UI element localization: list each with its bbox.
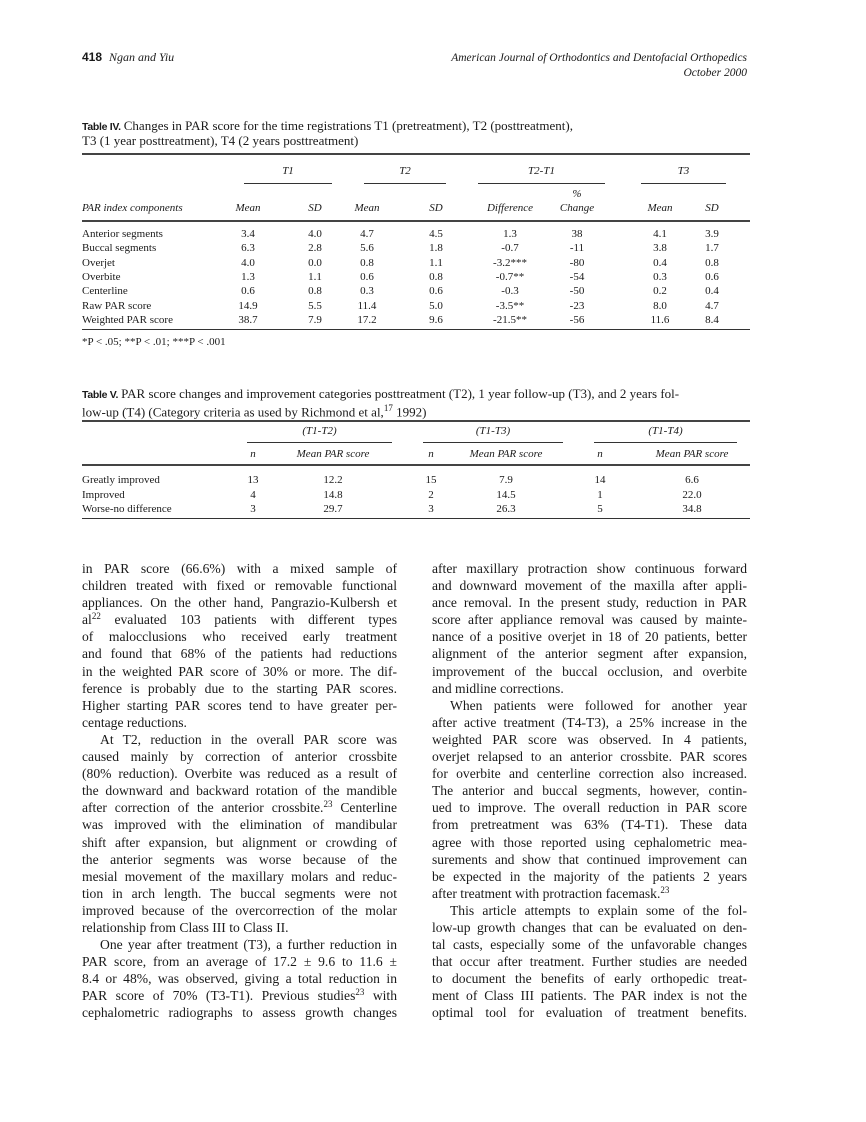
body-text-line: surements and show that continued improvement can xyxy=(432,851,747,867)
body-text-line: This article attempts to explain some of the fol- xyxy=(450,902,747,918)
table4-cell: -80 xyxy=(569,256,585,269)
table5-caption-ref: 17 xyxy=(383,403,393,413)
body-right-column xyxy=(432,560,747,1022)
body-text-line: PAR score, from an average of 17.2 ± 9.6 to 11.6 ± xyxy=(82,954,397,970)
body-text-line: nance of a positive overjet in 18 of 20 patients, better xyxy=(432,629,747,645)
table4-cell: 0.6 xyxy=(705,270,719,283)
table4-row-label: Anterior segments xyxy=(82,228,163,240)
table4-cell: 1.3 xyxy=(503,228,517,240)
table4-cell: 11.6 xyxy=(650,313,670,326)
table4-cell: 0.6 xyxy=(241,285,255,298)
table4-column-header: SD xyxy=(429,202,443,214)
table4-cell: 0.4 xyxy=(653,256,667,269)
journal-title: American Journal of Orthodontics and Dentofacial Orthopedics xyxy=(451,52,747,64)
table4-cell: 1.3 xyxy=(241,270,255,283)
table5-header-rule xyxy=(82,464,750,466)
body-text-line: and found that 68% of the patients had reductions xyxy=(82,646,397,662)
body-text-line: in PAR score (66.6%) with a mixed sample of xyxy=(82,561,397,576)
running-header-right xyxy=(451,51,747,81)
table4-group-underline xyxy=(244,183,332,184)
table4-group-underline xyxy=(364,183,446,184)
table4-row-label: Buccal segments xyxy=(82,242,157,255)
table5-group-underline xyxy=(594,442,737,443)
body-text-line: One year after treatment (T3), a further reduction in xyxy=(100,937,397,953)
table4-column-header: PAR index components xyxy=(82,202,183,214)
table5-column-header: n xyxy=(597,448,603,460)
table4-caption xyxy=(82,119,752,147)
body-text-line: ference is probably due to the starting PAR scores. xyxy=(82,680,397,696)
table4-column-header: % xyxy=(572,188,582,200)
citation-superscript: 22 xyxy=(91,611,101,622)
body-text-line: agree with those reported using cephalometric mea- xyxy=(432,834,747,850)
table4-cell: 17.2 xyxy=(357,313,377,326)
table5-row-label: Greatly improved xyxy=(82,474,160,486)
table4-column-header: Change xyxy=(559,202,595,214)
table5-bottom-rule xyxy=(82,518,750,519)
table5-group-header: (T1-T2) xyxy=(302,425,337,437)
body-text-line: improvement of the buccal occlusion, and overbite xyxy=(432,663,747,679)
table5-cell: 22.0 xyxy=(682,488,702,501)
body-text-line: (80% reduction). Overbite was reduced as a result of xyxy=(82,766,397,782)
table5-group-underline xyxy=(247,442,392,443)
table4-group-header: T1 xyxy=(282,165,294,177)
table4-column-header: Mean xyxy=(647,202,673,214)
table4-label: Table IV. xyxy=(82,121,121,133)
table4-cell: 38.7 xyxy=(238,313,258,326)
body-text-line: 8.4 or 48%, was observed, giving a total reduction in xyxy=(82,971,397,987)
table5-cell: 6.6 xyxy=(685,474,699,486)
table5-cell: 1 xyxy=(597,488,603,501)
table4-caption-line2: T3 (1 year posttreatment), T4 (2 years posttreatment) xyxy=(82,133,359,148)
table5-cell: 26.3 xyxy=(496,503,516,516)
body-text-line: Higher starting PAR scores tend to have greater per- xyxy=(82,697,397,713)
table5-group-header: (T1-T4) xyxy=(648,425,683,437)
body-text-line: after maxillary protraction show continuous forward xyxy=(432,561,747,576)
table5-caption xyxy=(82,387,752,418)
body-text-line: shift after expansion, but alignment or crowding of xyxy=(82,834,397,850)
body-text-line: optimal tool for evaluation of treatment benefits. xyxy=(432,1005,747,1021)
table5-caption-line1: PAR score changes and improvement categories posttreatment (T2), 1 year follow-up (T3), and 2 years fol- xyxy=(121,386,680,401)
table4-cell: 9.6 xyxy=(429,313,443,326)
body-text-line: mesial movement of the maxillary molars and reduc- xyxy=(82,868,397,884)
table4-group-header: T2-T1 xyxy=(528,165,555,177)
body-text-line: PAR score of 70% (T3-T1). Previous studies$^{23}$ with xyxy=(82,987,397,1004)
body-text-line: $al^{22}$ evaluated 103 patients with different types xyxy=(82,611,397,628)
table4-row-label: Overjet xyxy=(82,256,115,269)
table4-group-header: T3 xyxy=(677,165,690,177)
table4-cell: 4.0 xyxy=(241,256,255,269)
table5-column-header: n xyxy=(250,448,256,460)
body-text-line: to document the benefits of early orthopedic treat- xyxy=(432,971,747,987)
body-text-line: alignment of the anterior segment after expansion, xyxy=(432,646,747,662)
table4-cell: 0.3 xyxy=(360,285,374,298)
table4-cell: 3.8 xyxy=(653,242,667,255)
body-text-line: was improved with the elimination of mandibular xyxy=(82,817,397,833)
body-text-line: after active treatment (T4-T3), a 25% increase in the xyxy=(432,714,747,730)
table4-caption-line1: Changes in PAR score for the time registrations T1 (pretreatment), T2 (posttreatment), xyxy=(123,118,573,133)
table5-cell: 5 xyxy=(597,503,603,516)
table4-top-rule xyxy=(82,153,750,155)
table4-cell: 1.7 xyxy=(705,242,719,255)
table5-cell: 29.7 xyxy=(323,503,343,516)
table4-cell: 14.9 xyxy=(238,299,258,312)
body-text-line: cephalometric radiographs to assess growth changes xyxy=(82,1005,397,1021)
body-text-line: score after appliance removal was caused by mainte- xyxy=(432,612,747,628)
table4-cell: 4.7 xyxy=(705,299,719,312)
body-text-line: of malocclusions who received early treatment xyxy=(82,629,397,645)
table4-cell: -54 xyxy=(569,270,585,283)
table5-cell: 3 xyxy=(250,503,256,516)
table5-row-label: Worse-no difference xyxy=(82,503,172,516)
authors: Ngan and Yiu xyxy=(109,50,175,64)
table5-cell: 15 xyxy=(425,474,437,486)
table4-cell: 3.4 xyxy=(241,228,255,240)
table4-group-underline xyxy=(641,183,726,184)
table5-group-underline xyxy=(423,442,563,443)
body-text-line: and midline corrections. xyxy=(432,680,564,696)
table4-cell: 8.0 xyxy=(653,299,667,312)
table5-column-header: n xyxy=(428,448,434,460)
table4-cell: 0.6 xyxy=(429,285,443,298)
issue-date: October 2000 xyxy=(683,67,747,79)
body-text-line: after correction of the anterior crossbite.$^{23}$ Centerline xyxy=(82,799,397,816)
table4-cell: -3.5** xyxy=(495,299,525,312)
page-number: 418 xyxy=(82,50,103,64)
table4-cell: 1.1 xyxy=(429,256,443,269)
table4-cell: 0.4 xyxy=(705,285,719,298)
body-left-column xyxy=(82,560,397,1022)
table5-cell: 13 xyxy=(247,474,259,486)
table5-column-header: Mean PAR score xyxy=(296,448,370,460)
body-text-line: and downward movement of the maxilla after appli- xyxy=(432,578,747,594)
table5-caption-line2: low-up (T4) (Category criteria as used by Richmond et al, xyxy=(82,404,384,420)
table5-top-rule xyxy=(82,420,750,422)
table4-column-header: Mean xyxy=(235,202,261,214)
body-text-line: tion in arch length. The buccal segments were not xyxy=(82,885,397,901)
table4-cell: 0.2 xyxy=(653,285,667,298)
table4-cell: 0.8 xyxy=(705,256,719,269)
table5-column-header: Mean PAR score xyxy=(655,448,729,460)
table4-cell: 7.9 xyxy=(308,313,322,326)
body-text-line: improved because of the overcorrection of the molar xyxy=(82,902,397,918)
table4-row-label: Overbite xyxy=(82,270,121,283)
table4-cell: 3.9 xyxy=(705,228,719,240)
table5-cell: 2 xyxy=(428,488,434,501)
body-text-line: that occur after treatment. Further studies are needed xyxy=(432,954,747,970)
citation-superscript: 23 xyxy=(355,987,365,998)
table4-cell: 2.8 xyxy=(308,242,322,255)
table4-cell: -0.3 xyxy=(501,285,519,298)
table4-cell: 0.8 xyxy=(360,256,374,269)
body-text-line: after treatment with protraction facemask.$^{23}$ xyxy=(432,884,670,901)
table4-row-label: Centerline xyxy=(82,285,128,298)
body-text-line: from pretreatment was 63% (T4-T1). These data xyxy=(432,817,747,833)
table4-column-header: SD xyxy=(308,202,322,214)
table5-row-label: Improved xyxy=(82,488,125,501)
table4-cell: -21.5** xyxy=(493,313,527,326)
table4-cell: 5.0 xyxy=(429,299,443,312)
body-text-line: relationship from Class III to Class II. xyxy=(82,919,289,935)
table5-cell: 12.2 xyxy=(323,474,343,486)
table4-cell: 0.8 xyxy=(308,285,322,298)
body-text-line: centage reductions. xyxy=(82,714,187,730)
table4-cell: -11 xyxy=(569,242,585,255)
table4-cell: -23 xyxy=(569,299,585,312)
body-text-line: low-up growth changes that can be evaluated on den- xyxy=(432,919,747,935)
table4-cell: 4.5 xyxy=(429,228,443,240)
table4-group-underline xyxy=(478,183,605,184)
table4-cell: -56 xyxy=(569,313,585,326)
table4-cell: 0.0 xyxy=(308,256,322,269)
table5-group-header: (T1-T3) xyxy=(475,425,511,437)
table5-cell: 14 xyxy=(594,474,606,486)
table4-cell: 0.8 xyxy=(429,270,443,283)
body-text-line: weighted PAR score was observed. In 4 patients, xyxy=(432,731,747,747)
body-text-line: ued to improve. The overall reduction in PAR score xyxy=(432,800,747,816)
body-text-line: the anterior segments was worse because of the xyxy=(82,851,397,867)
table4-cell: 4.0 xyxy=(308,228,322,240)
body-text-line: appliances. On the other hand, Pangrazio-Kulbersh et xyxy=(82,595,397,611)
table4-footnote: *P < .05; **P < .01; ***P < .001 xyxy=(82,336,226,348)
citation-superscript: 23 xyxy=(323,799,333,810)
table5-cell: 4 xyxy=(250,488,256,501)
table4-cell: -50 xyxy=(569,285,585,298)
body-text-line: the downward and backward rotation of the mandible xyxy=(82,783,397,799)
table4-cell: 1.1 xyxy=(308,270,322,283)
table4-cell: 5.5 xyxy=(308,299,322,312)
table5-column-header: Mean PAR score xyxy=(469,448,543,460)
table5-label: Table V. xyxy=(82,389,119,401)
table4-cell: 4.7 xyxy=(360,228,374,240)
table4-column-header: SD xyxy=(705,202,719,214)
table4-column-header: Mean xyxy=(354,202,380,214)
table4-cell: -3.2*** xyxy=(493,256,527,269)
table5-cell: 14.8 xyxy=(323,488,343,501)
body-text-line: in the weighted PAR score of 30% or more. The dif- xyxy=(82,663,397,679)
table5-cell: 3 xyxy=(428,503,434,516)
table4-cell: 8.4 xyxy=(705,313,719,326)
table4-row-label: Weighted PAR score xyxy=(82,313,173,326)
body-text-line: caused mainly by correction of anterior crossbite xyxy=(82,749,397,765)
citation-superscript: 23 xyxy=(660,884,670,895)
table4-cell: 4.1 xyxy=(653,228,667,240)
table4-header-rule xyxy=(82,220,750,222)
body-text-line: ance removal. In the present study, reduction in PAR xyxy=(432,595,747,611)
table4-cell: 38 xyxy=(571,228,583,240)
body-text-line: When patients were followed for another year xyxy=(450,697,747,713)
table5-caption-year: 1992) xyxy=(392,404,427,420)
body-text-line: The anterior and buccal segments, however, contin- xyxy=(432,783,747,799)
table4-cell: 11.4 xyxy=(357,299,377,312)
body-text-line: be expected in the majority of the patients 2 years xyxy=(432,868,747,884)
running-header-left xyxy=(82,50,174,65)
table4-cell: -0.7** xyxy=(495,270,525,283)
table4-cell: 5.6 xyxy=(360,242,374,255)
table4-bottom-rule xyxy=(82,329,750,330)
body-text-line: At T2, reduction in the overall PAR score was xyxy=(100,731,397,747)
table4-group-header: T2 xyxy=(399,165,411,177)
table5-cell: 14.5 xyxy=(496,488,516,501)
body-text-line: tal casts, especially some of the unfavorable changes xyxy=(432,937,747,953)
body-text-line: for overbite and centerline correction also increased. xyxy=(432,766,747,782)
table5-cell: 7.9 xyxy=(499,474,513,486)
body-text-line: children treated with fixed or removable functional xyxy=(82,578,397,594)
table4-column-header: Difference xyxy=(486,202,534,214)
table4-cell: 0.3 xyxy=(653,270,667,283)
table4-cell: 6.3 xyxy=(241,242,255,255)
body-text-line: ment of Class III patients. The PAR index is not the xyxy=(432,988,747,1004)
table4-cell: 1.8 xyxy=(429,242,443,255)
table4-cell: -0.7 xyxy=(501,242,519,255)
table4-cell: 0.6 xyxy=(360,270,374,283)
table4-row-label: Raw PAR score xyxy=(82,299,152,312)
table5-cell: 34.8 xyxy=(682,503,702,516)
body-text-line: overjet relapsed to an anterior crossbite. PAR scores xyxy=(432,749,747,765)
